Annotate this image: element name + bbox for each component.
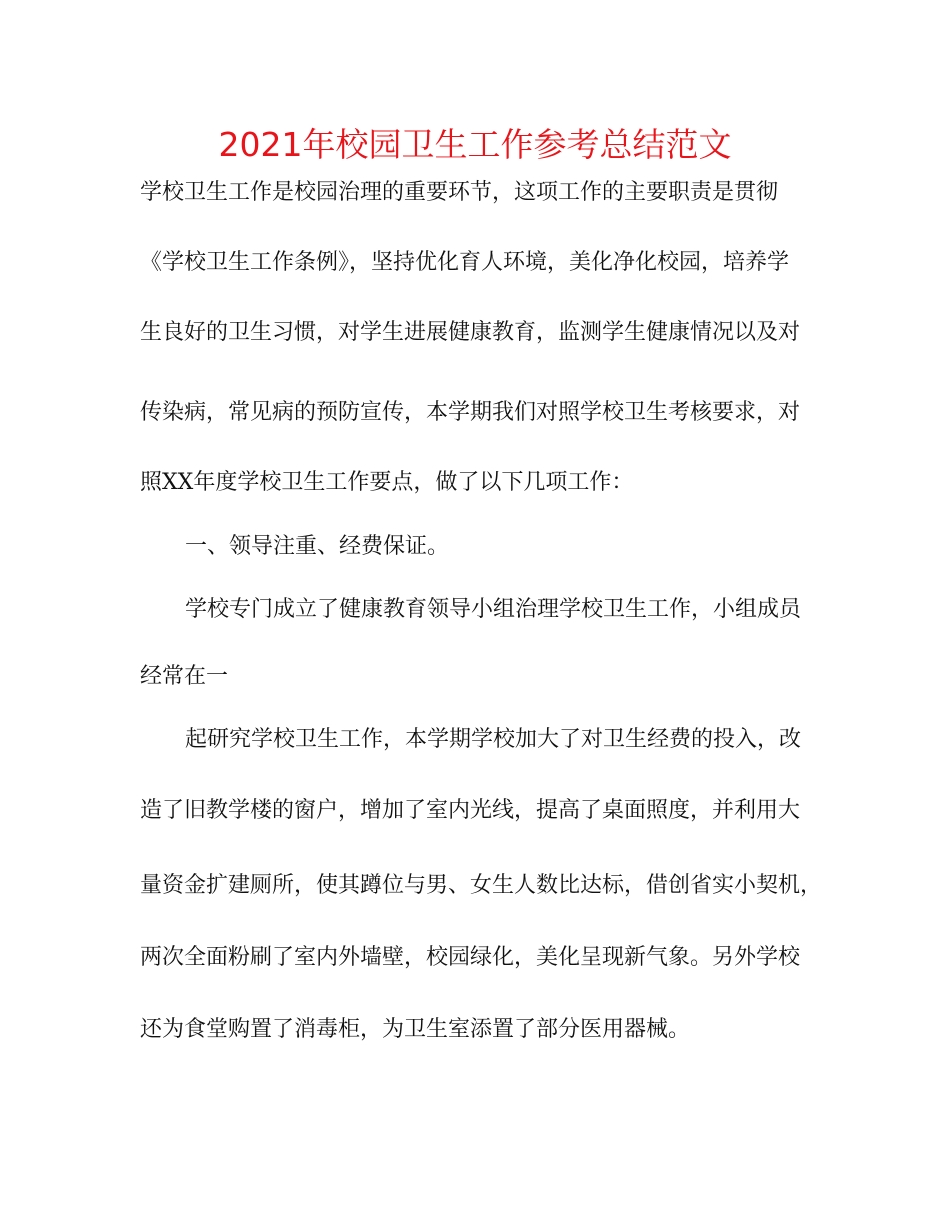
paragraph-line: 《学校卫生工作条例》，坚持优化育人环境，美化净化校园，培养学: [140, 250, 790, 275]
paragraph-line: 两次全面粉刷了室内外墙壁，校园绿化，美化呈现新气象。另外学校: [140, 945, 801, 970]
paragraph-line: 学校卫生工作是校园治理的重要环节，这项工作的主要职责是贯彻: [140, 180, 779, 205]
paragraph-line: 照XX年度学校卫生工作要点，做了以下几项工作：: [140, 470, 634, 495]
paragraph-line: 还为食堂购置了消毒柜，为卫生室添置了部分医用器械。: [140, 1017, 691, 1042]
paragraph-line: 传染病，常见病的预防宣传，本学期我们对照学校卫生考核要求，对: [140, 400, 801, 425]
paragraph-line: 经常在一: [140, 664, 229, 689]
paragraph-line: 量资金扩建厕所，使其蹲位与男、女生人数比达标，借创省实小契机，: [140, 873, 823, 898]
paragraph-line: 学校专门成立了健康教育领导小组治理学校卫生工作，小组成员: [185, 597, 802, 622]
paragraph-line: 造了旧教学楼的窗户，增加了室内光线，提高了桌面照度，并利用大: [140, 798, 801, 823]
document-title: 2021年校园卫生工作参考总结范文: [218, 125, 732, 164]
paragraph-line: 生良好的卫生习惯，对学生进展健康教育，监测学生健康情况以及对: [140, 320, 801, 345]
paragraph-line: 起研究学校卫生工作，本学期学校加大了对卫生经费的投入，改: [185, 727, 802, 752]
section-heading: 一、领导注重、经费保证。: [185, 534, 450, 559]
